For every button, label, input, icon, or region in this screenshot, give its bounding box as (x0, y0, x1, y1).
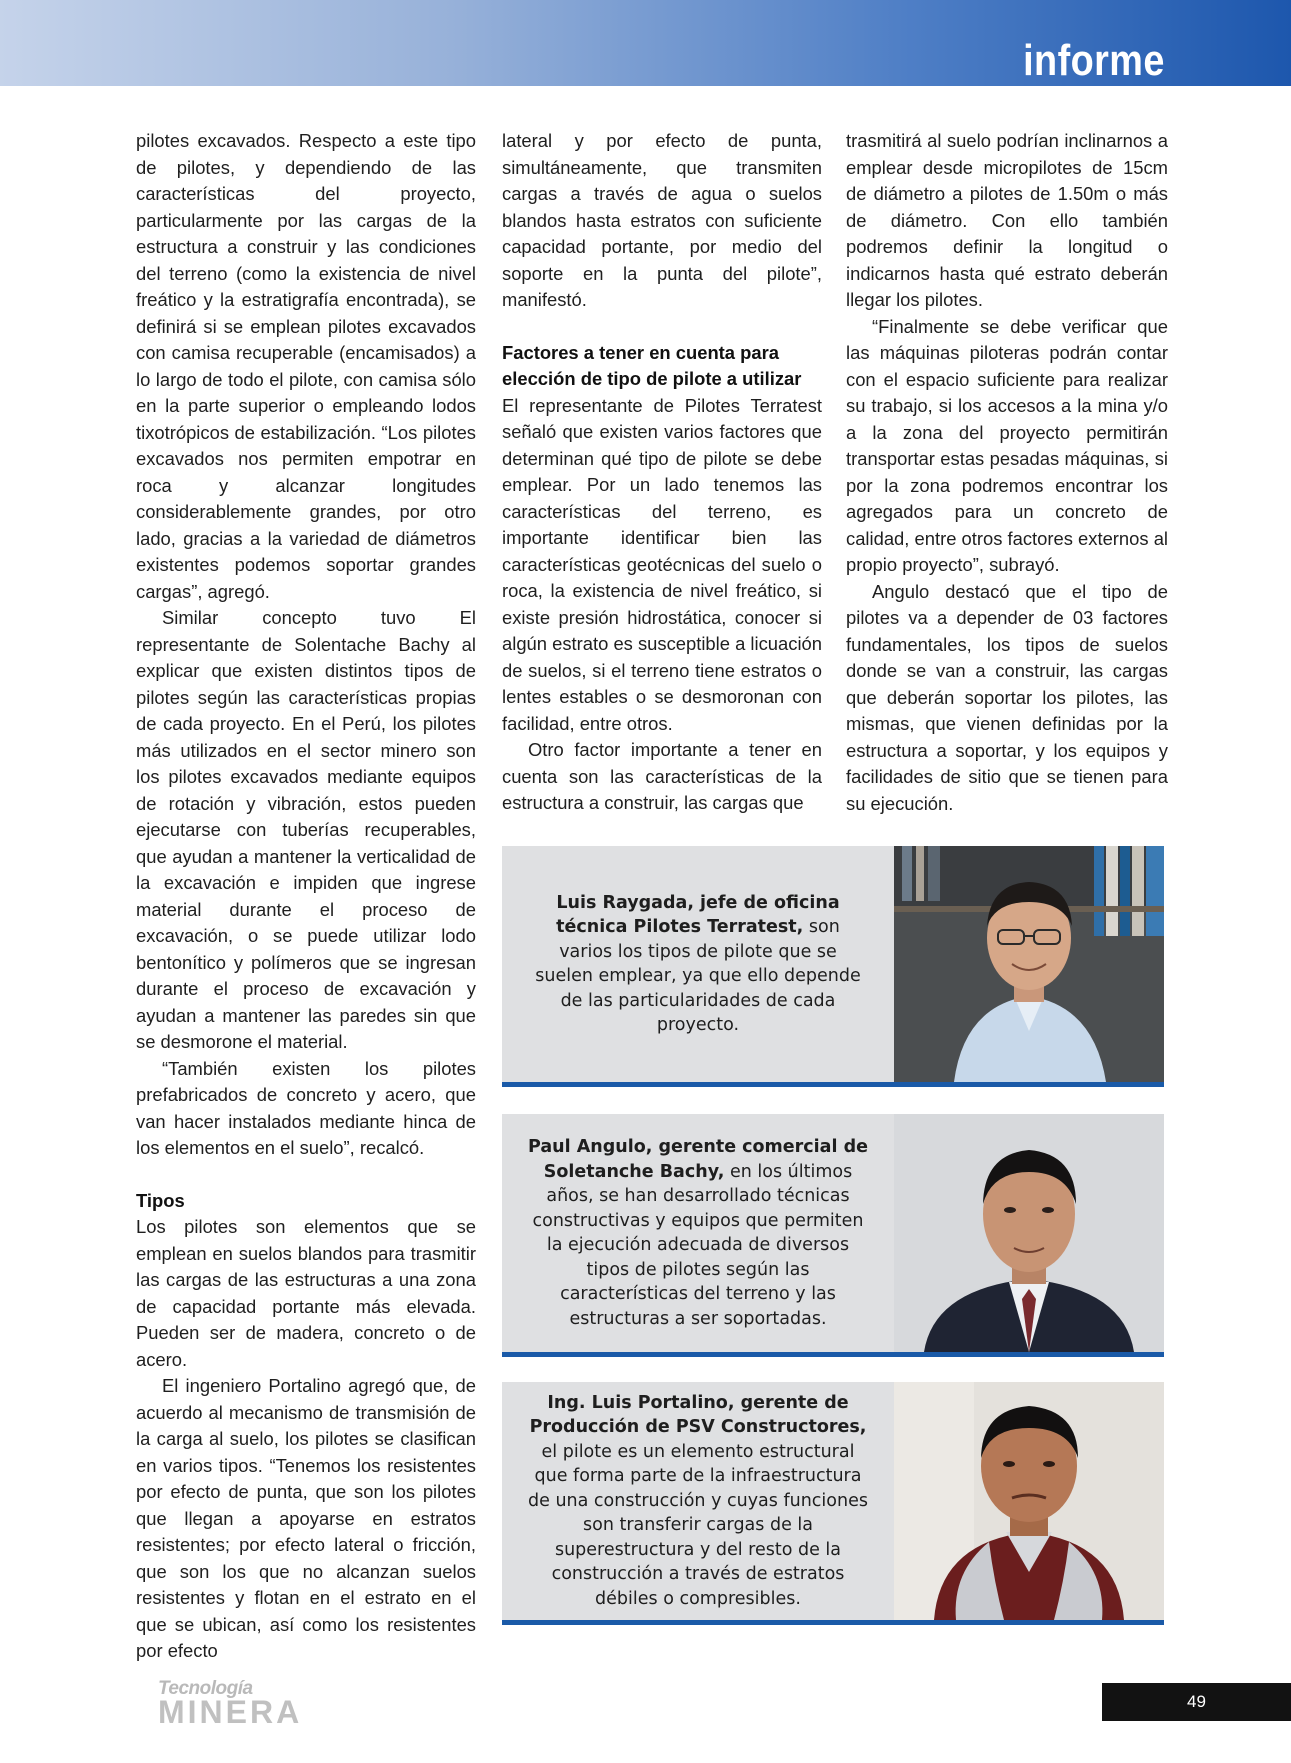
paragraph: Los pilotes son elementos que se emplean en suelos blandos para trasmitir las cargas de las estructuras a una zona de capacidad portante más elevada. Pueden ser de madera, concreto o de acero. (136, 1216, 476, 1370)
paragraph: trasmitirá al suelo podrían inclinarnos a emplear desde micropilotes de 15cm de diámetro a pilotes de 1.50m o más de diámetro. Con ello también podremos definir la longitud o indicarnos hasta qué estrato deberán llegar los pilotes. (846, 130, 1168, 310)
quote-card-raygada (502, 846, 1164, 1087)
paragraph: El representante de Pilotes Terratest señaló que existen varios factores que determinan qué tipo de pilote se debe emplear. Por un lado tenemos las características del terreno, es importante identificar bien las características geotécnicas del suelo o roca, la existencia de nivel freático, si existe presión hidrostática, conocer si algún estrato es susceptible a licuación de suelos, si el terreno tiene estratos o lentes estables o se desmoronan con facilidad, entre otros. (502, 394, 822, 734)
quote-name: Luis Raygada, jefe de oficina técnica Pilotes Terratest, (556, 892, 840, 937)
magazine-logo (158, 1678, 328, 1730)
paragraph: pilotes excavados. Respecto a este tipo de pilotes, y dependiendo de las características del proyecto, particularmente por las cargas de la estructura a construir y las condiciones del terreno (como la existencia de nivel freático y la estratigrafía encontrada), se definirá si se emplean pilotes excavados con camisa recuperable (encamisados) a lo largo de todo el pilote, con camisa sólo en la parte superior o empleando lodos tixotrópicos de estabilización. “Los pilotes excavados nos permiten empotrar en roca y alcanzar longitudes considerablemente grandes, por otro lado, gracias a la variedad de diámetros existentes podemos soportar grandes cargas”, agregó. (136, 130, 476, 602)
paragraph: “También existen los pilotes prefabricados de concreto y acero, que van hacer instalados mediante hinca de los elementos en el suelo”, recalcó. (136, 1057, 476, 1158)
paragraph: lateral y por efecto de punta, simultáneamente, que transmiten cargas a través de agua o suelos blandos hasta estratos con suficiente capacidad portante, por medio del soporte en la punta del pilote”, manifestó. (502, 130, 822, 310)
quote-text: son varios los tipos de pilote que se suelen emplear, ya que ello depende de las particularidades de cada proyecto. (535, 917, 861, 1035)
paragraph: El ingeniero Portalino agregó que, de acuerdo al mecanismo de transmisión de la carga al suelo, los pilotes se clasifican en varios tipos. “Tenemos los resistentes por efecto de punta, que son los pilotes que llegan a apoyarse en estratos resistentes; por efecto lateral o fricción, que son los que no alcanzan suelos resistentes y flotan en el estrato en el que se ubican, así como los resistentes por efecto (136, 1375, 476, 1661)
logo-text-top: Tecnología (158, 1678, 253, 1699)
page-number-text: 49 (1187, 1692, 1206, 1711)
quote-caption (528, 1391, 868, 1612)
paragraph: Similar concepto tuvo El representante de Solentache Bachy al explicar que existen distintos tipos de pilotes según las características propias de cada proyecto. En el Perú, los pilotes más utilizados en el sector minero son los pilotes excavados mediante equipos de rotación y vibración, estos pueden ejecutarse con tuberías recuperables, que ayudan a mantener la verticalidad de la excavación e impiden que ingrese material durante el proceso de excavación, o se puede utilizar lodo bentonítico y polímeros que se ingresan durante el proceso de excavación y ayudan a mantener las paredes sin que se desmorone el material. (136, 607, 476, 1052)
quote-card-portalino (502, 1382, 1164, 1625)
logo-text-bottom: MINERA (158, 1694, 303, 1730)
quote-name: Ing. Luis Portalino, gerente de Producción de PSV Constructores, (529, 1392, 867, 1438)
paragraph: Angulo destacó que el tipo de pilotes va a depender de 03 factores fundamentales, los tipos de suelos donde se van a construir, las cargas que deberán soportar los pilotes, las mismas, que vienen definidas por la estructura a soportar, y los equipos y facilidades de sitio que se tienen para su ejecución. (846, 580, 1168, 814)
quote-caption (528, 1135, 868, 1331)
quote-card-angulo (502, 1114, 1164, 1357)
portrait-photo (894, 846, 1164, 1082)
portrait-photo (894, 1382, 1164, 1620)
text-column-1 (136, 128, 476, 1665)
subheading-factores: Factores a tener en cuenta para elección de tipo de pilote a utilizar (502, 341, 802, 389)
text-column-3 (846, 128, 1168, 817)
subheading-tipos: Tipos (136, 1189, 185, 1211)
quote-text: el pilote es un elemento estructural que forma parte de la infraestructura de una construcción y cuyas funciones son transferir cargas de la superestructura y del resto de la construcción a través de estratos débiles o compresibles. (528, 1441, 868, 1609)
portrait-photo (894, 1114, 1164, 1352)
paragraph: “Finalmente se debe verificar que las máquinas piloteras podrán contar con el espacio suficiente para realizar su trabajo, si los accesos a la mina y/o a la zona del proyecto permitirán transportar estas pesadas máquinas, si por la zona podremos encontrar los agregados para un concreto de calidad, entre otros factores externos al propio proyecto”, subrayó. (846, 315, 1169, 575)
text-column-2 (502, 128, 822, 817)
quote-name: Paul Angulo, gerente comercial de Soletanche Bachy, (528, 1137, 868, 1182)
quote-caption (528, 891, 868, 1038)
quote-text: en los últimos años, se han desarrollado técnicas constructivas y equipos que permiten la ejecución adecuada de diversos tipos de pilotes según las características del terreno y las estructuras a ser soportadas. (532, 1161, 864, 1329)
paragraph: Otro factor importante a tener en cuenta son las características de la estructura a construir, las cargas que (502, 739, 822, 813)
section-label: informe (1023, 36, 1165, 85)
page-number (1102, 1683, 1291, 1721)
